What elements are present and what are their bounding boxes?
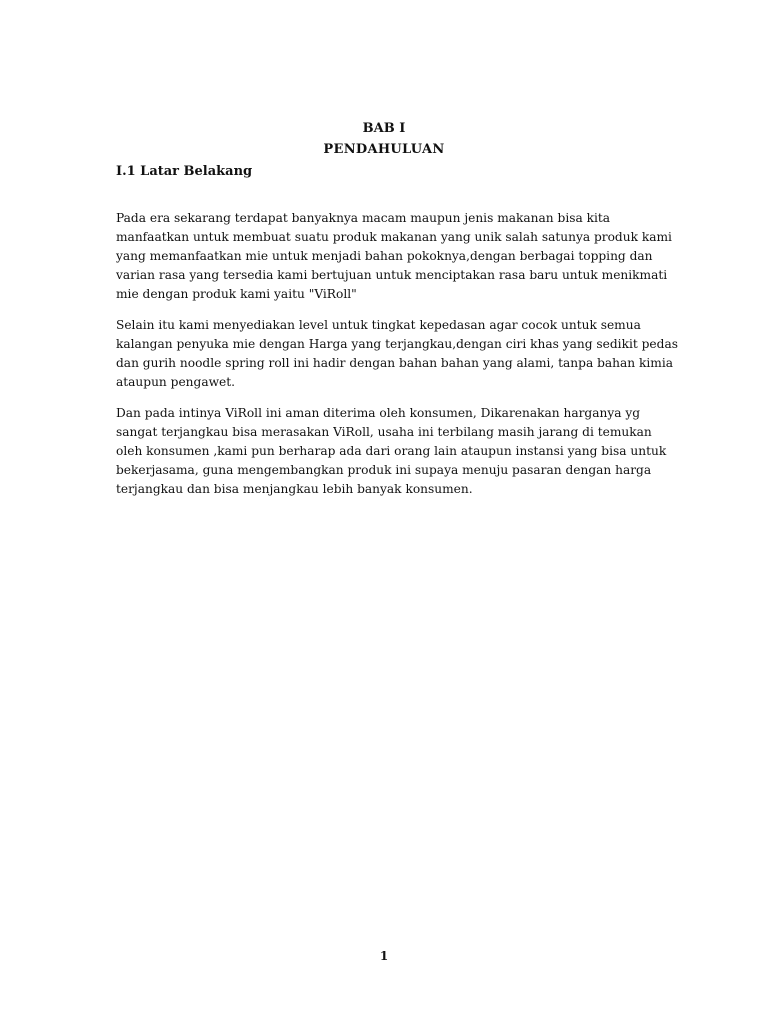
paragraph-line: sangat terjangkau bisa merasakan ViRoll, usaha ini terbilang masih jarang di temukan bbox=[116, 425, 652, 439]
paragraph-2 bbox=[116, 316, 676, 392]
chapter-title: PENDAHULUAN bbox=[323, 142, 445, 157]
paragraph-line: Dan pada intinya ViRoll ini aman diterima oleh konsumen, Dikarenakan harganya yg bbox=[116, 406, 641, 420]
paragraph-line: Pada era sekarang terdapat banyaknya macam maupun jenis makanan bisa kita bbox=[116, 211, 611, 225]
paragraph-line: manfaatkan untuk membuat suatu produk makanan yang unik salah satunya produk kami bbox=[116, 230, 672, 244]
chapter-number: BAB I bbox=[362, 121, 406, 136]
paragraph-line: yang memanfaatkan mie untuk menjadi bahan pokoknya,dengan berbagai topping dan bbox=[116, 249, 653, 263]
paragraph-1 bbox=[116, 209, 676, 304]
paragraph-line: ataupun pengawet. bbox=[116, 375, 236, 389]
page-number: 1 bbox=[379, 949, 389, 963]
paragraph-3 bbox=[116, 404, 676, 499]
paragraph-line: varian rasa yang tersedia kami bertujuan untuk menciptakan rasa baru untuk menikmati bbox=[116, 268, 668, 282]
paragraph-line: oleh konsumen ,kami pun berharap ada dari orang lain ataupun instansi yang bisa untuk bbox=[116, 444, 667, 458]
paragraph-line: dan gurih noodle spring roll ini hadir dengan bahan bahan yang alami, tanpa bahan kimia bbox=[116, 356, 674, 370]
paragraph-line: Selain itu kami menyediakan level untuk tingkat kepedasan agar cocok untuk semua bbox=[116, 318, 641, 332]
section-heading: I.1 Latar Belakang bbox=[116, 164, 253, 179]
paragraph-line: kalangan penyuka mie dengan Harga yang terjangkau,dengan ciri khas yang sedikit pedas bbox=[116, 337, 678, 351]
paragraph-line: terjangkau dan bisa menjangkau lebih banyak konsumen. bbox=[116, 482, 473, 496]
paragraph-line: bekerjasama, guna mengembangkan produk ini supaya menuju pasaran dengan harga bbox=[116, 463, 652, 477]
paragraph-line: mie dengan produk kami yaitu "ViRoll" bbox=[116, 287, 357, 301]
